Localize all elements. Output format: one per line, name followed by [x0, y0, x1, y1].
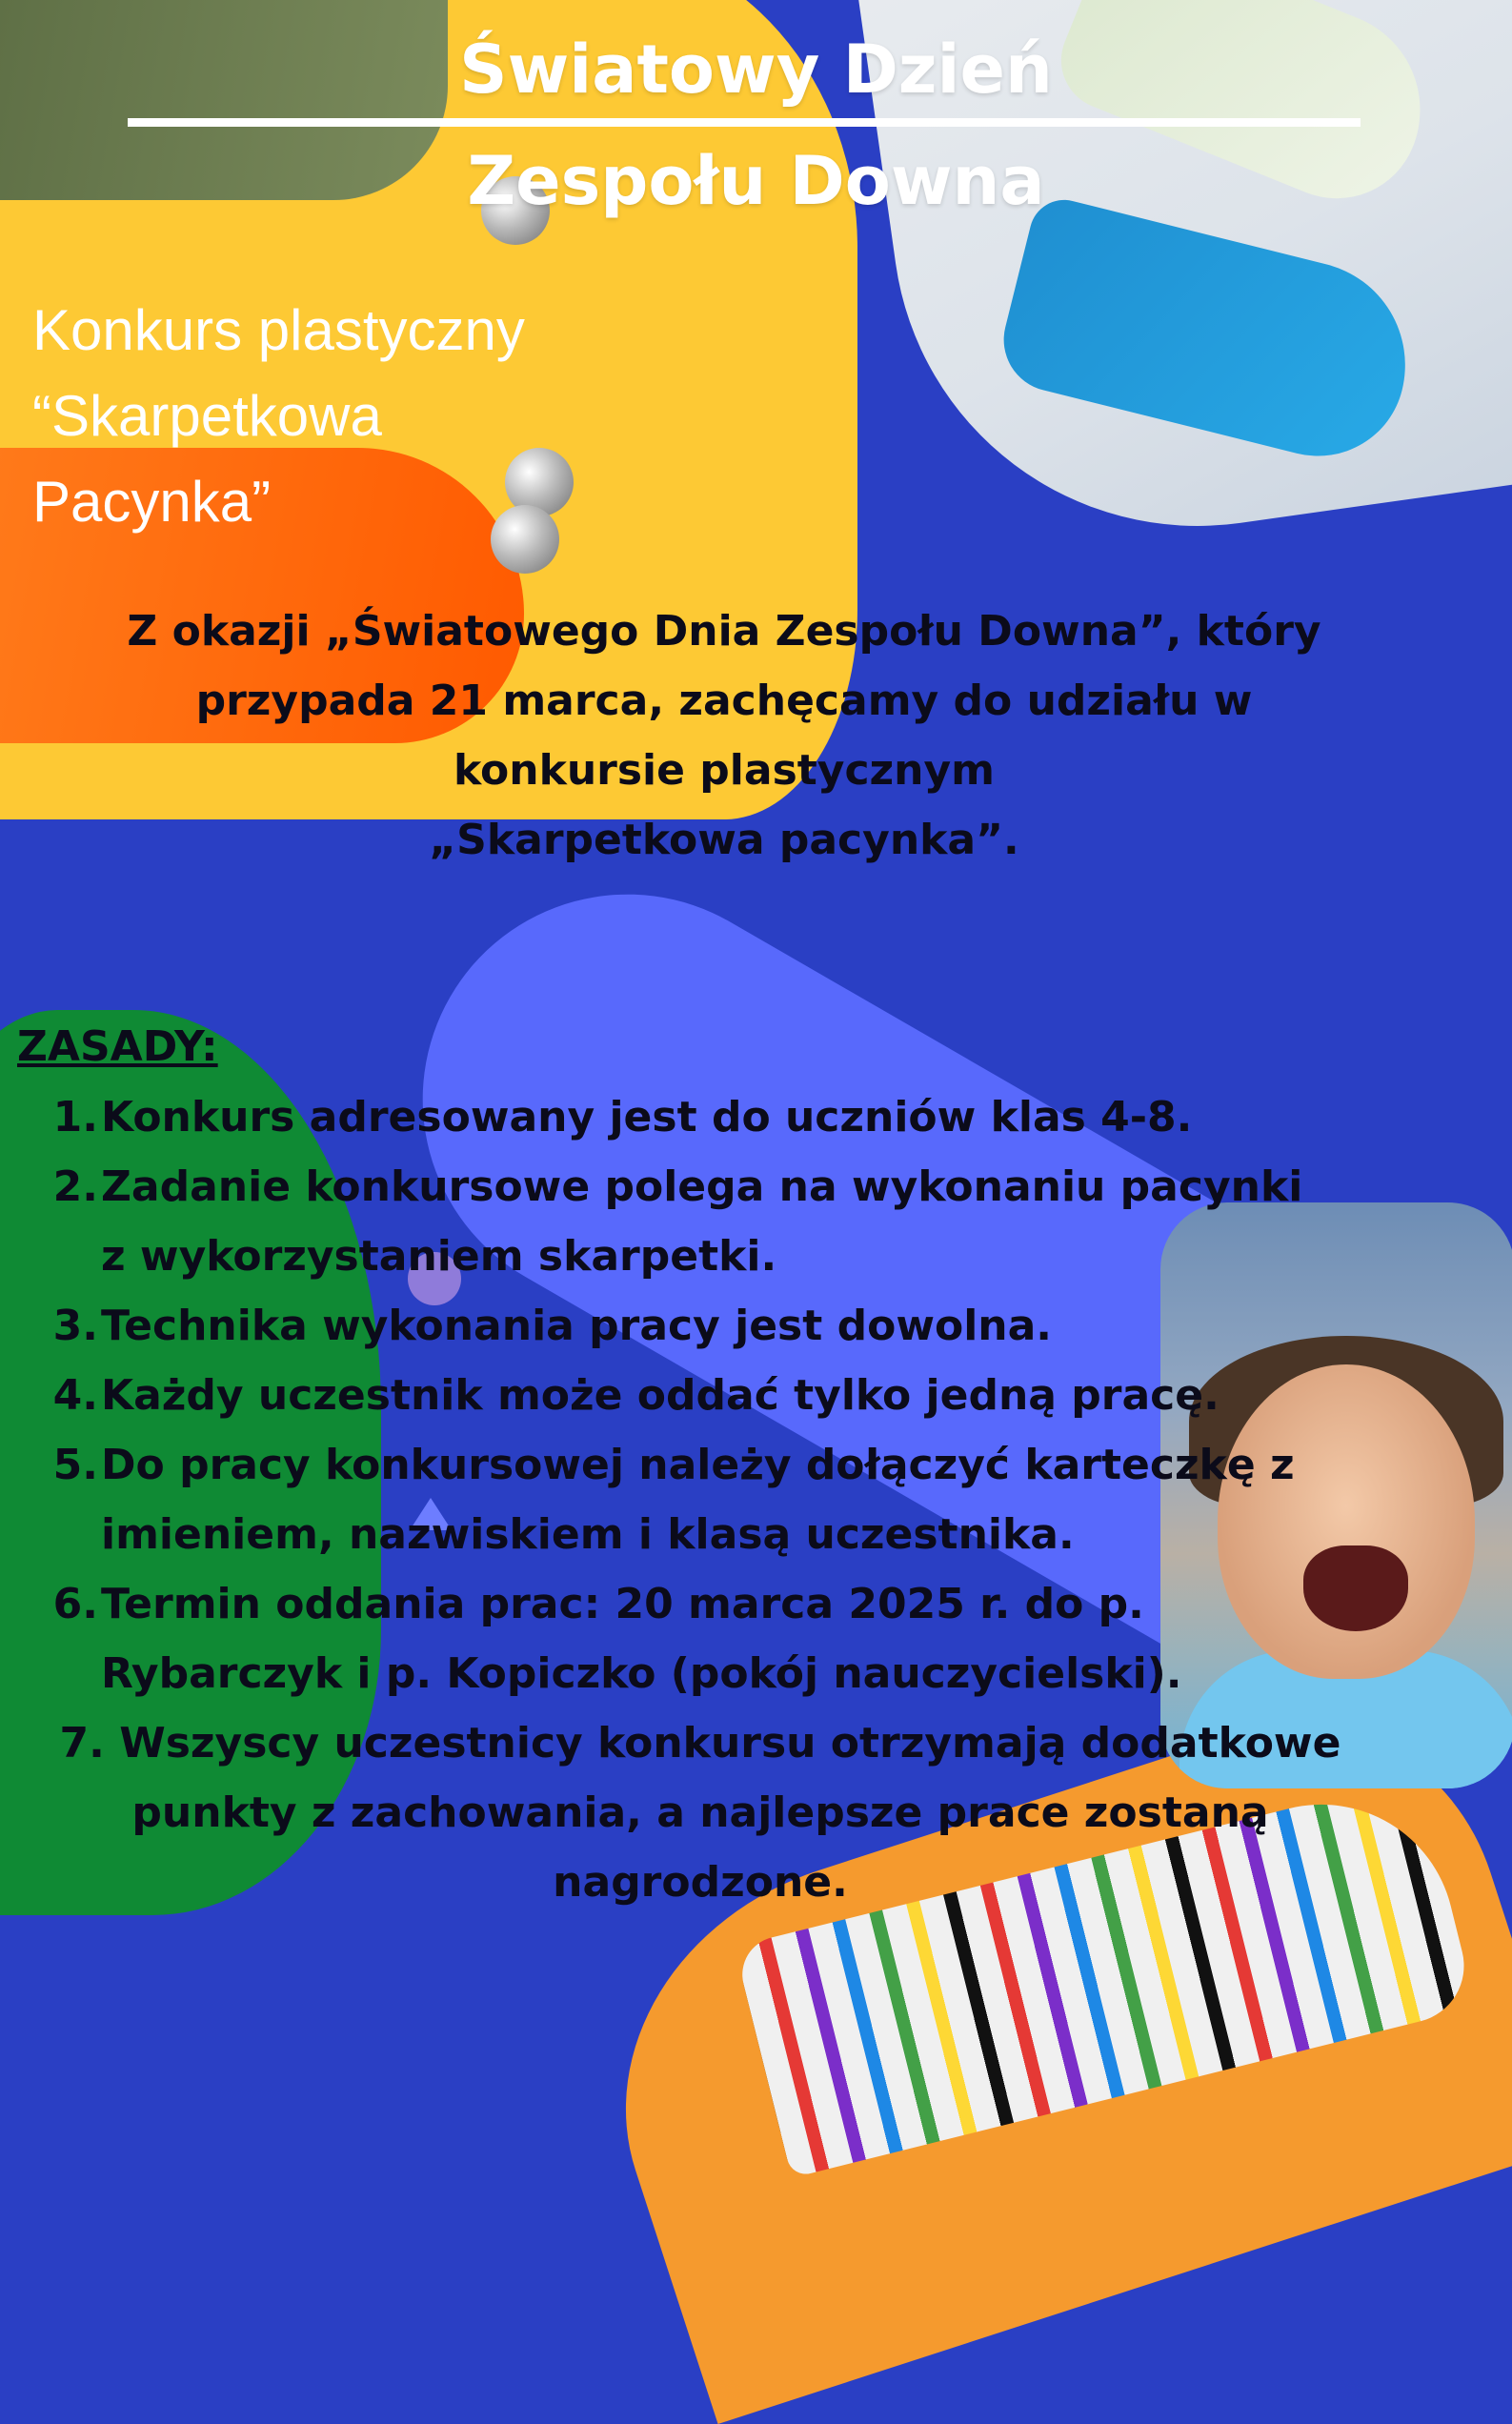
contest-line-3: Pacynka”: [32, 470, 272, 534]
rule-item: [0, 1082, 1512, 1152]
rule-number: 5.: [52, 1441, 98, 1489]
rules-heading: ZASADY:: [17, 1022, 218, 1071]
rule-text: Każdy uczestnik może oddać tylko jedną pracę.: [101, 1371, 1220, 1420]
contest-line-1: Konkurs plastyczny: [32, 298, 525, 362]
intro-line-1: Z okazji „Światowego Dnia Zespołu Downa”, który: [127, 607, 1321, 656]
rule-item: [0, 1361, 1512, 1430]
rule-item: [0, 1291, 1512, 1361]
rule-text: 7. Wszyscy uczestnicy konkursu otrzymają dodatkowe: [59, 1719, 1341, 1768]
rule-number: 3.: [52, 1302, 98, 1350]
title-divider: [128, 118, 1361, 127]
rule-text: Rybarczyk i p. Kopiczko (pokój nauczycielski).: [101, 1649, 1182, 1698]
rule-text: imieniem, nazwiskiem i klasą uczestnika.: [101, 1510, 1075, 1559]
rule-item: [0, 1708, 1401, 1917]
rule-text: Konkurs adresowany jest do uczniów klas 4-8.: [101, 1093, 1193, 1141]
rule-number: 1.: [52, 1093, 98, 1141]
rule-text: punkty z zachowania, a najlepsze prace zostaną: [131, 1788, 1269, 1837]
contest-line-2: “Skarpetkowa: [32, 384, 382, 448]
rule-number: 2.: [52, 1162, 98, 1211]
page-title-line-1: Światowy Dzień: [459, 30, 1053, 109]
intro-paragraph: [38, 596, 1410, 875]
rule-number: 4.: [52, 1371, 98, 1420]
rule-text: z wykorzystaniem skarpetki.: [101, 1232, 777, 1281]
rule-item: [0, 1569, 1512, 1708]
rule-text: Termin oddania prac: 20 marca 2025 r. do p.: [101, 1580, 1144, 1628]
rule-text: nagrodzone.: [553, 1858, 848, 1907]
intro-line-4: „Skarpetkowa pacynka”.: [429, 816, 1019, 864]
page-title-line-2: Zespołu Downa: [467, 142, 1045, 220]
rule-item: [0, 1430, 1512, 1569]
rule-text: Technika wykonania pracy jest dowolna.: [101, 1302, 1053, 1350]
intro-line-2: przypada 21 marca, zachęcamy do udziału w: [195, 677, 1253, 725]
rules-list: [0, 1082, 1512, 1917]
rule-number: 6.: [52, 1580, 98, 1628]
rule-item: [0, 1152, 1512, 1291]
intro-line-3: konkursie plastycznym: [453, 746, 996, 795]
rule-text: Do pracy konkursowej należy dołączyć karteczkę z: [101, 1441, 1295, 1489]
rule-text: Zadanie konkursowe polega na wykonaniu pacynki: [101, 1162, 1303, 1211]
contest-name: [32, 288, 680, 545]
